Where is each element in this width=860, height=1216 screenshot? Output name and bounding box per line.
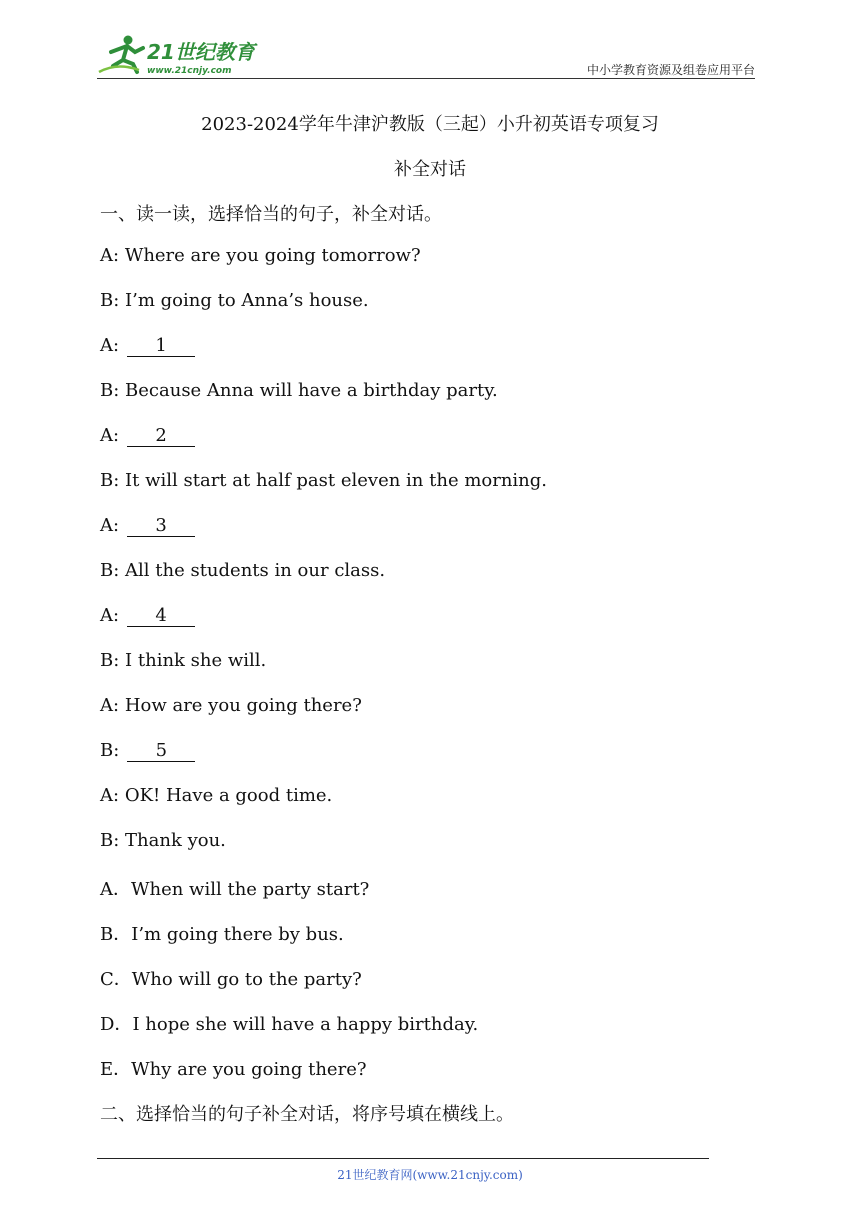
section2-heading: 二、选择恰当的句子补全对话，将序号填在横线上。 bbox=[100, 1104, 514, 1125]
dialogue-line: B: Because Anna will have a birthday party. bbox=[100, 380, 498, 401]
answer-blank[interactable]: 1 bbox=[127, 336, 195, 357]
page-subtitle: 补全对话 bbox=[394, 159, 466, 180]
dialogue-line: A: 2 bbox=[100, 425, 195, 447]
svg-text:www.21cnjy.com: www.21cnjy.com bbox=[147, 66, 232, 76]
logo-21cnjy bbox=[97, 32, 267, 76]
dialogue-line: B: I’m going to Anna’s house. bbox=[100, 290, 369, 311]
option-item: D．I hope she will have a happy birthday. bbox=[100, 1014, 479, 1035]
page-title: 2023-2024学年牛津沪教版（三起）小升初英语专项复习 bbox=[201, 114, 659, 135]
dialogue-line: B: All the students in our class. bbox=[100, 560, 386, 581]
answer-blank[interactable]: 3 bbox=[127, 516, 195, 537]
dialogue-line: B: Thank you. bbox=[100, 830, 226, 851]
option-item: C．Who will go to the party? bbox=[100, 969, 362, 990]
answer-blank[interactable]: 4 bbox=[127, 606, 195, 627]
footer-text[interactable]: 21世纪教育网(www.21cnjy.com) bbox=[337, 1168, 523, 1182]
dialogue-line: B: It will start at half past eleven in the morning. bbox=[100, 470, 548, 491]
option-item: B．I’m going there by bus. bbox=[100, 924, 344, 945]
answer-blank[interactable]: 2 bbox=[127, 426, 195, 447]
running-figure-icon bbox=[99, 36, 143, 73]
option-item: A．When will the party start? bbox=[100, 879, 370, 900]
dialogue-line: A: 4 bbox=[100, 605, 195, 627]
option-item: E．Why are you going there? bbox=[100, 1059, 367, 1080]
dialogue-line: A: OK! Have a good time. bbox=[100, 785, 333, 806]
dialogue-line: B: I think she will. bbox=[100, 650, 267, 671]
svg-text:21世纪教育: 21世纪教育 bbox=[147, 40, 255, 64]
dialogue-line: A: 3 bbox=[100, 515, 195, 537]
dialogue-line: A: 1 bbox=[100, 335, 195, 357]
section1-heading: 一、读一读，选择恰当的句子，补全对话。 bbox=[100, 204, 442, 225]
page-header bbox=[97, 30, 755, 78]
header-divider bbox=[97, 78, 755, 79]
platform-name: 中小学教育资源及组卷应用平台 bbox=[586, 63, 755, 77]
dialogue-line: A: How are you going there? bbox=[100, 695, 362, 716]
answer-blank[interactable]: 5 bbox=[127, 741, 195, 762]
footer-divider bbox=[97, 1158, 709, 1159]
dialogue-line: B: 5 bbox=[100, 740, 195, 762]
dialogue-line: A: Where are you going tomorrow? bbox=[100, 245, 421, 266]
